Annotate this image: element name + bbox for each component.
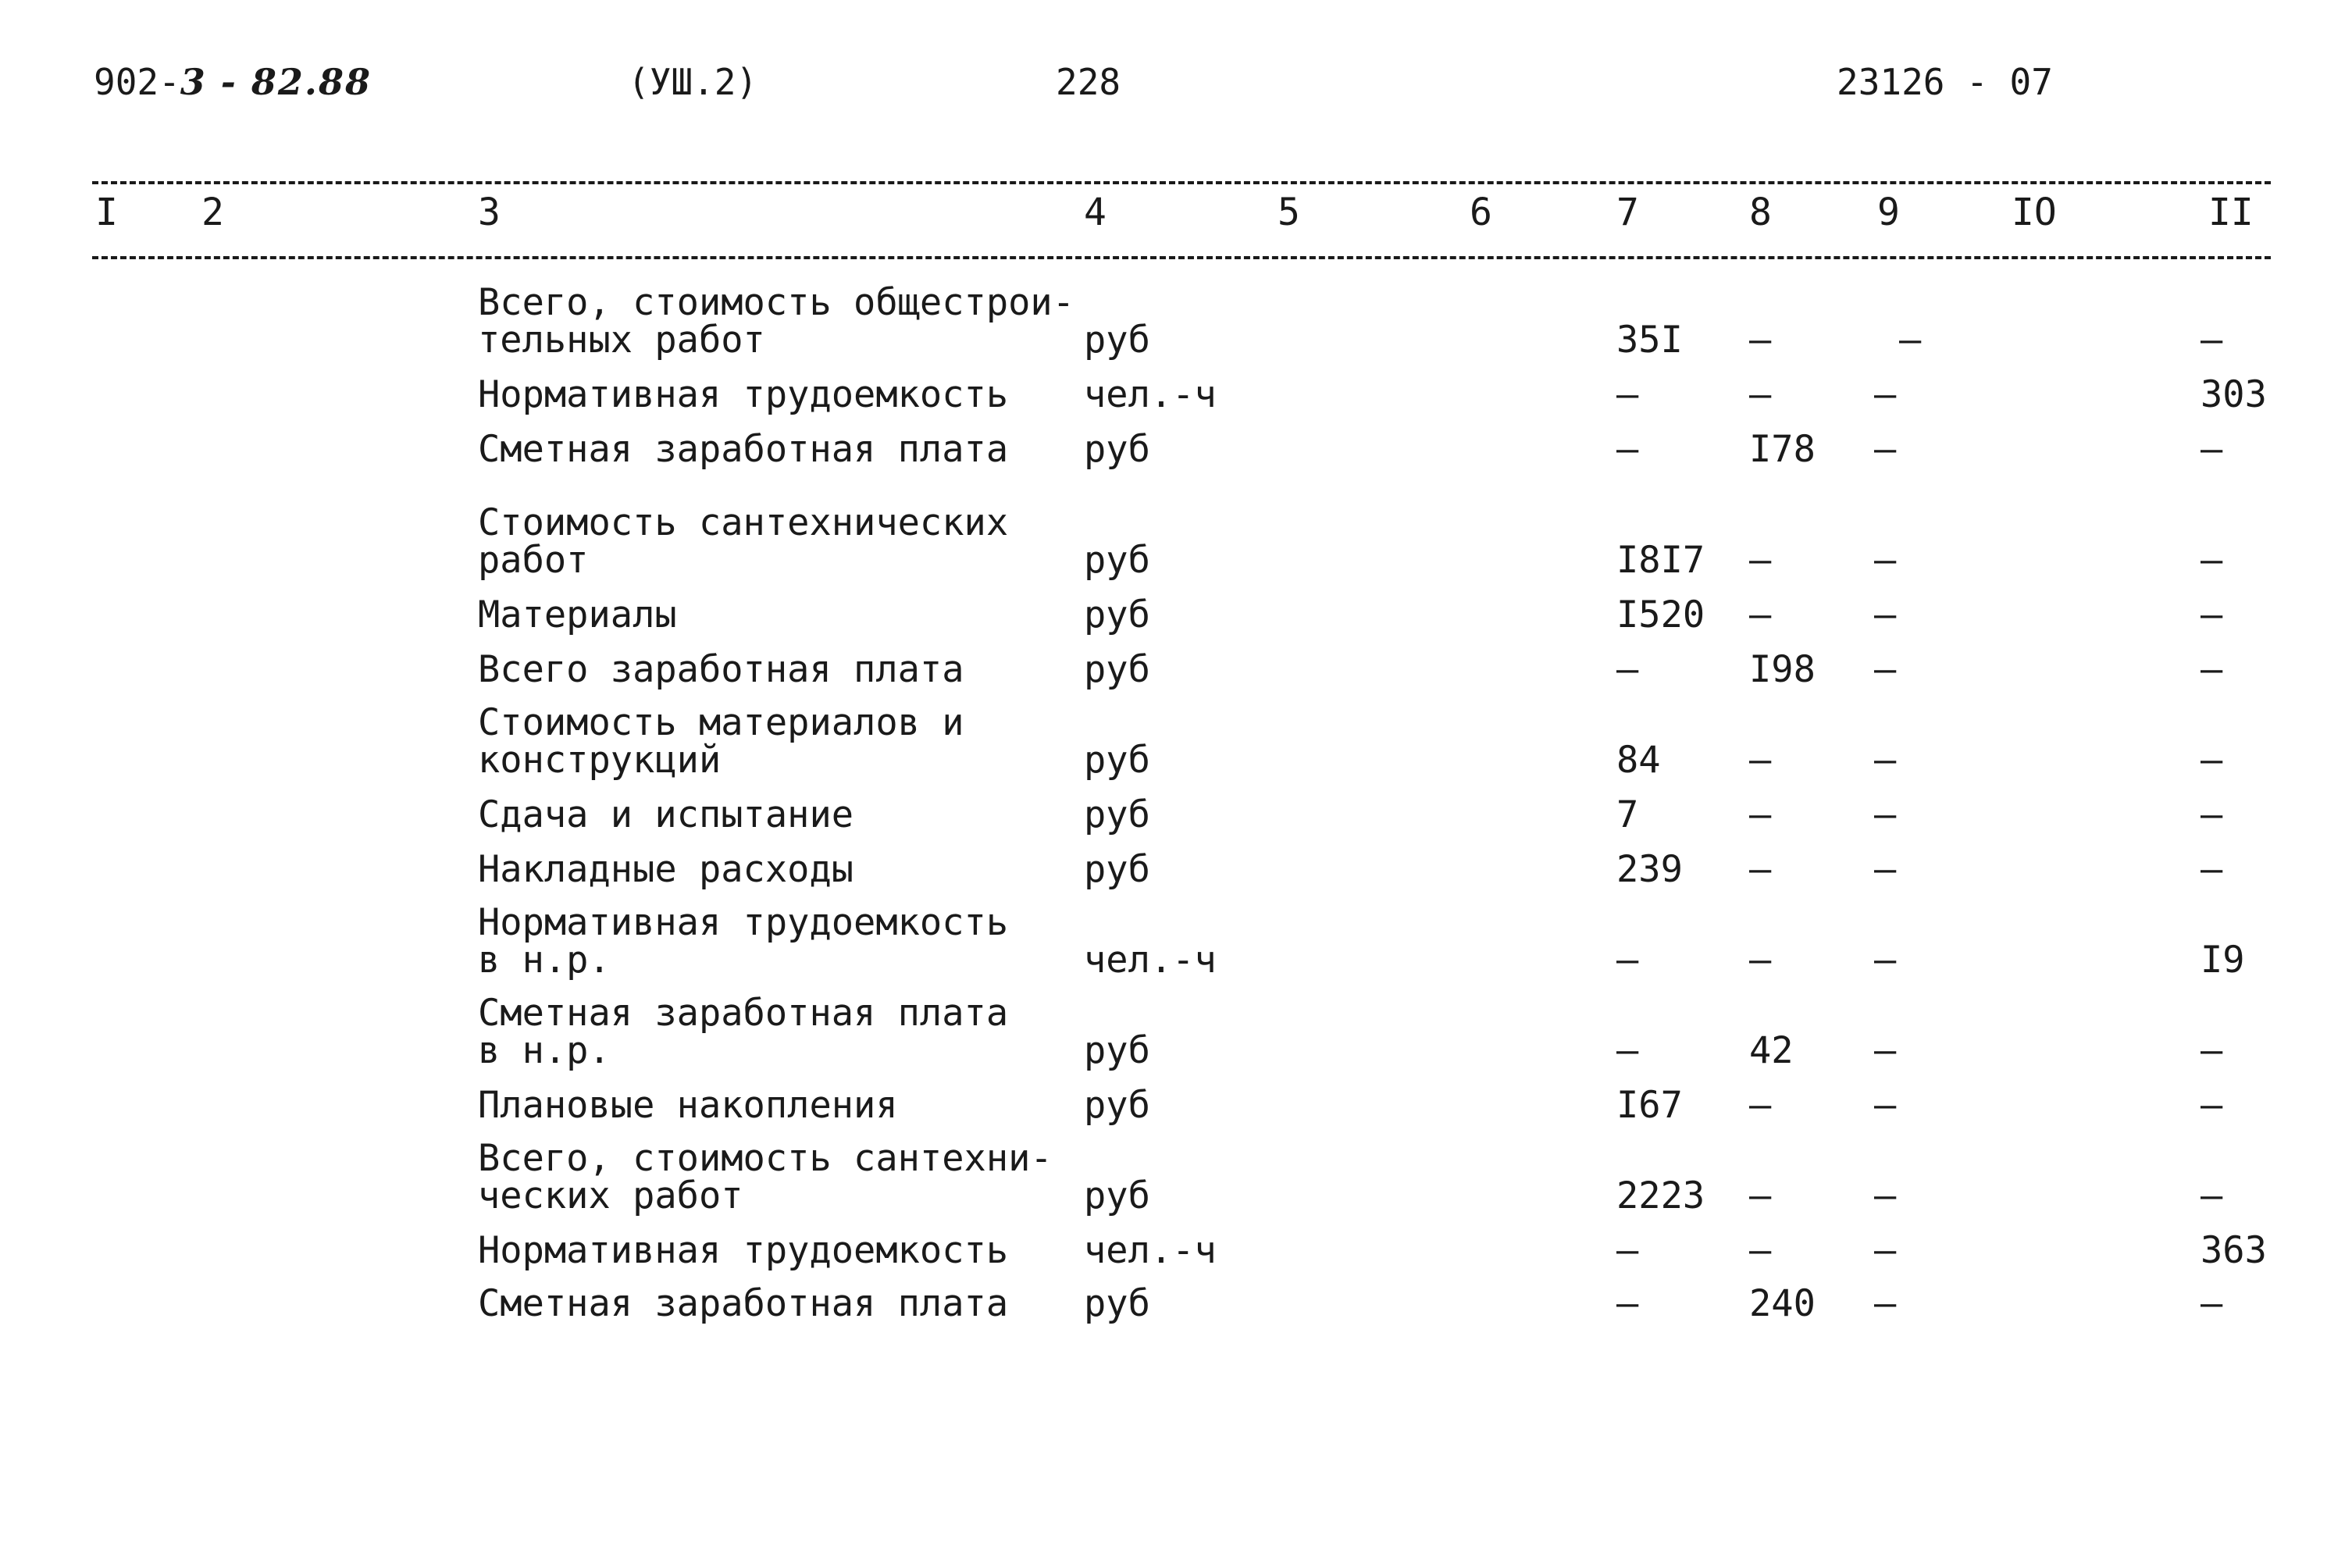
row-col11-value: I9 (2201, 939, 2245, 982)
row-description: Всего заработная плата (478, 648, 964, 691)
row-col9-value: – (1874, 1084, 1897, 1127)
row-col7-value: – (1616, 939, 1639, 982)
column-6-header: 6 (1470, 191, 1492, 234)
column-4-header: 4 (1084, 191, 1107, 234)
row-col11-value: – (2201, 848, 2223, 891)
row-unit: чел.-ч (1084, 939, 1217, 982)
row-col7-value: I520 (1616, 593, 1705, 636)
row-description: Плановые накопления (478, 1084, 898, 1127)
row-description: Сметная заработная плата в н.р. (478, 992, 1009, 1072)
row-col7-value: I67 (1616, 1084, 1683, 1127)
row-col7-value: – (1616, 373, 1639, 416)
row-unit: руб (1084, 848, 1150, 891)
row-unit: чел.-ч (1084, 1229, 1217, 1272)
row-description: Нормативная трудоемкость (478, 373, 1009, 416)
row-col11-value: 363 (2201, 1229, 2267, 1272)
row-col8-value: – (1749, 1229, 1772, 1272)
row-col7-value: 7 (1616, 793, 1639, 836)
row-col9-value: – (1874, 428, 1897, 471)
row-col8-value: – (1749, 373, 1772, 416)
row-col8-value: – (1749, 1084, 1772, 1127)
row-col11-value: – (2201, 1282, 2223, 1325)
row-col7-value: – (1616, 428, 1639, 471)
row-col11-value: – (2201, 319, 2223, 362)
column-11-header: II (2208, 191, 2254, 234)
row-description: Нормативная трудоемкость в н.р. (478, 901, 1009, 982)
row-col11-value: – (2201, 1174, 2223, 1217)
row-col11-value: – (2201, 648, 2223, 691)
row-col8-value: – (1749, 593, 1772, 636)
column-5-header: 5 (1278, 191, 1300, 234)
row-col7-value: – (1616, 1029, 1639, 1072)
row-col9-value: – (1899, 319, 1922, 362)
row-col8-value: 240 (1749, 1282, 1816, 1325)
row-col7-value: 35I (1616, 319, 1683, 362)
row-col11-value: 303 (2201, 373, 2267, 416)
row-description: Стоимость сантехнических работ (478, 501, 1009, 582)
column-2-header: 2 (201, 191, 224, 234)
row-col9-value: – (1874, 593, 1897, 636)
column-3-header: 3 (478, 191, 501, 234)
row-col7-value: – (1616, 1229, 1639, 1272)
row-col8-value: I98 (1749, 648, 1816, 691)
row-unit: руб (1084, 539, 1150, 582)
row-col7-value: – (1616, 1282, 1639, 1325)
row-col8-value: – (1749, 793, 1772, 836)
row-description: Всего, стоимость общестрои- тельных работ (478, 281, 1075, 362)
document-code (94, 61, 372, 103)
header-rule (92, 256, 2271, 259)
row-col7-value: 2223 (1616, 1174, 1705, 1217)
row-unit: руб (1084, 1282, 1150, 1325)
row-col11-value: – (2201, 539, 2223, 582)
row-col9-value: – (1874, 648, 1897, 691)
document-code-printed: 902- (94, 61, 180, 103)
row-unit: руб (1084, 1174, 1150, 1217)
row-unit: руб (1084, 1084, 1150, 1127)
row-col9-value: – (1874, 539, 1897, 582)
row-col8-value: – (1749, 939, 1772, 982)
row-description: Материалы (478, 593, 677, 636)
row-unit: руб (1084, 428, 1150, 471)
row-description: Стоимость материалов и конструкций (478, 701, 964, 782)
row-col7-value: 84 (1616, 739, 1661, 782)
column-10-header: IO (2012, 191, 2057, 234)
row-col9-value: – (1874, 373, 1897, 416)
row-col9-value: – (1874, 939, 1897, 982)
document-code-handwritten: 3 - 82.88 (180, 61, 372, 103)
row-description: Накладные расходы (478, 848, 854, 891)
row-col8-value: – (1749, 1174, 1772, 1217)
row-col9-value: – (1874, 1174, 1897, 1217)
row-unit: руб (1084, 1029, 1150, 1072)
row-col11-value: – (2201, 1084, 2223, 1127)
row-unit: руб (1084, 793, 1150, 836)
row-description: Всего, стоимость сантехни- ческих работ (478, 1137, 1053, 1217)
section-label: (УШ.2) (628, 61, 758, 103)
row-description: Сметная заработная плата (478, 1282, 1009, 1325)
row-col11-value: – (2201, 1029, 2223, 1072)
row-unit: руб (1084, 739, 1150, 782)
row-col11-value: – (2201, 739, 2223, 782)
row-col11-value: – (2201, 793, 2223, 836)
row-unit: чел.-ч (1084, 373, 1217, 416)
row-col9-value: – (1874, 1229, 1897, 1272)
row-col7-value: I8I7 (1616, 539, 1705, 582)
row-description: Нормативная трудоемкость (478, 1229, 1009, 1272)
row-unit: руб (1084, 593, 1150, 636)
row-col8-value: 42 (1749, 1029, 1794, 1072)
row-col8-value: – (1749, 739, 1772, 782)
top-rule (92, 181, 2271, 184)
row-col8-value: – (1749, 848, 1772, 891)
column-1-header: I (95, 191, 118, 234)
page-number: 228 (1056, 61, 1121, 103)
row-col11-value: – (2201, 593, 2223, 636)
row-col7-value: 239 (1616, 848, 1683, 891)
row-col8-value: – (1749, 539, 1772, 582)
row-col9-value: – (1874, 848, 1897, 891)
row-col9-value: – (1874, 793, 1897, 836)
row-col11-value: – (2201, 428, 2223, 471)
row-col9-value: – (1874, 1029, 1897, 1072)
column-9-header: 9 (1877, 191, 1900, 234)
row-unit: руб (1084, 648, 1150, 691)
album-code: 23126 - 07 (1837, 61, 2053, 103)
row-description: Сметная заработная плата (478, 428, 1009, 471)
row-col9-value: – (1874, 739, 1897, 782)
row-unit: руб (1084, 319, 1150, 362)
column-8-header: 8 (1749, 191, 1772, 234)
column-7-header: 7 (1616, 191, 1639, 234)
row-col9-value: – (1874, 1282, 1897, 1325)
row-col8-value: I78 (1749, 428, 1816, 471)
row-col8-value: – (1749, 319, 1772, 362)
row-description: Сдача и испытание (478, 793, 854, 836)
row-col7-value: – (1616, 648, 1639, 691)
